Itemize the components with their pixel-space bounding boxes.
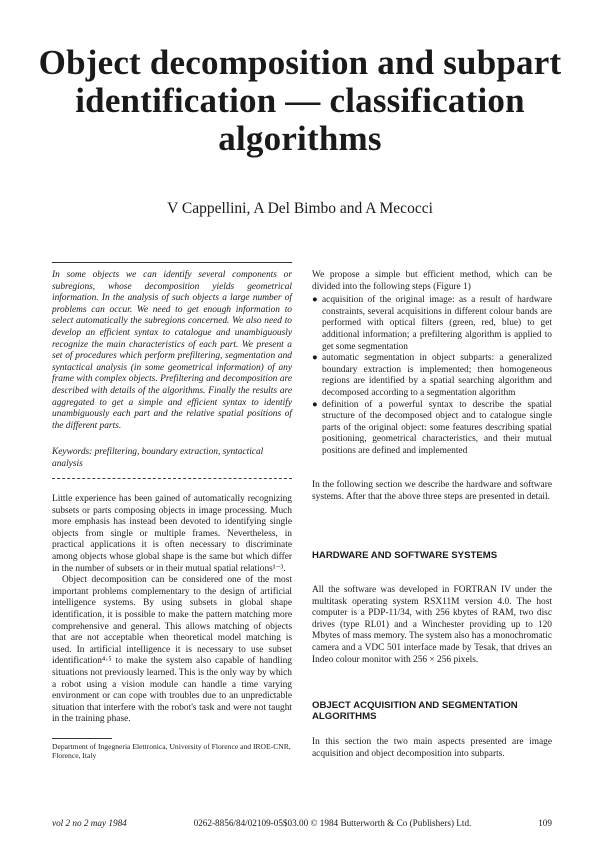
abstract-top-rule	[52, 262, 292, 263]
outline-paragraph: In the following section we describe the hardware and software systems. After that the above three steps are presented in detail.	[312, 480, 552, 502]
hardware-section	[312, 585, 552, 666]
section-heading-hardware: HARDWARE AND SOFTWARE SYSTEMS	[312, 550, 498, 561]
list-item	[312, 353, 552, 399]
page-footer	[52, 818, 552, 828]
abstract-text: In some objects we can identify several components or subregions, whose decomposition yields geometrical information. In the analysis of such objects a large number of problems can occur. We need to get enough information to select automatically the subregions concerned. We also need to develop an efficient syntax to catalogue and unambiguously recognize the main characteristics of each part. We present a set of procedures which perform prefiltering, segmentation and syntactical analysis (in some geometrical information) of any frame with complex objects. Prefiltering and decomposition are described with details of the algorithms. Finally the results are aggregated to get a simple and efficient syntax to identify unambiguously each part and the relative spatial positions of the different parts.	[52, 270, 292, 431]
list-item-text: automatic segmentation in object subparts: a generalized boundary extraction is implemented; then homogeneous regions are identified by a spatial searching algorithm and decomposed according to a segmentation algorithm	[322, 353, 552, 398]
introduction	[52, 494, 292, 726]
affiliation-footnote	[52, 742, 292, 761]
list-item	[312, 400, 552, 458]
method-intro: We propose a simple but efficient method, which can be divided into the following steps (Figure 1)	[312, 270, 552, 292]
abstract-bottom-rule	[52, 478, 292, 479]
intro-paragraph-2: Object decomposition can be considered one of the most important problems complementary to the design of artificial intelligence systems. By using subsets in global shape identification, it is possible to make the pattern matching more comprehensive and general. This allows matching of objects that are not acceptable when theoretical model matching is used. In artificial intelligence it is necessary to use subset identification⁴·⁵ to make the system also capable of handling situations not previously learned. This is the only way by which a robot using a vision module can handle a time varying environment or can cope with troubles due to an unpredictable situation that interfere with the robot's task and were not taught in the training phase.	[52, 575, 292, 725]
author-list: V Cappellini, A Del Bimbo and A Mecocci	[167, 200, 433, 217]
abstract	[52, 270, 292, 432]
intro-paragraph-1: Little experience has been gained of automatically recognizing subsets or parts composing objects in image processing. Much more emphasis has instead been devoted to identifying single objects from single or multiple frames. Nevertheless, in practical applications it is often necessary to discriminate among objects whose global shape is the same but which differ in the number of subsets or in their mutual spatial relations¹⁻³.	[52, 494, 292, 574]
footnote-rule	[52, 738, 112, 739]
copyright-code: 0262-8856/84/02109-05$03.00 © 1984 Butterworth & Co (Publishers) Ltd.	[193, 818, 472, 828]
list-item-text: definition of a powerful syntax to describe the spatial structure of the decomposed object and to catalogue single parts of the original object: some features describing spatial positioning, geometrical characteristics, and their mutual positions are defined and implemented	[322, 399, 552, 456]
footnote-text: Department of Ingegneria Elettronica, University of Florence and IROE-CNR, Florence, Italy	[52, 742, 291, 761]
method-steps-list	[312, 295, 552, 457]
acquisition-section	[312, 737, 552, 760]
method-overview	[312, 270, 552, 458]
section-heading-acquisition: OBJECT ACQUISITION AND SEGMENTATION ALGORITHMS	[312, 700, 518, 722]
keywords	[52, 447, 292, 470]
bullet-icon: ●	[312, 399, 318, 410]
journal-issue: vol 2 no 2 may 1984	[52, 818, 127, 828]
hardware-paragraph: All the software was developed in FORTRAN IV under the multitask operating system RSX11M version 4.0. The host computer is a PDP-11/34, with 256 kbytes of RAM, two disc drives (type RL01) and a Winchester providing up to 120 Mbytes of mass memory. The system also has a monochromatic camera and a VDC 501 interface made by Tesak, that drives an Indeo colour monitor with 256 × 256 pixels.	[312, 585, 552, 665]
page-number: 109	[538, 818, 552, 828]
section-outline	[312, 480, 552, 503]
paper-title: Object decomposition and subpart identification — classification algorithms	[38, 43, 562, 158]
bullet-icon: ●	[312, 353, 318, 364]
list-item	[312, 295, 552, 353]
list-item-text: acquisition of the original image: as a result of hardware constraints, several acquisitions in different colour bands are performed with optical filters (green, red, blue) to get additional information; a prefiltering algorithm is applied to get some segmentation	[322, 295, 552, 352]
bullet-icon: ●	[312, 295, 318, 306]
keywords-text: Keywords: prefiltering, boundary extraction, syntactical analysis	[52, 447, 264, 469]
acquisition-paragraph: In this section the two main aspects presented are image acquisition and object decomposition into subparts.	[312, 737, 552, 759]
